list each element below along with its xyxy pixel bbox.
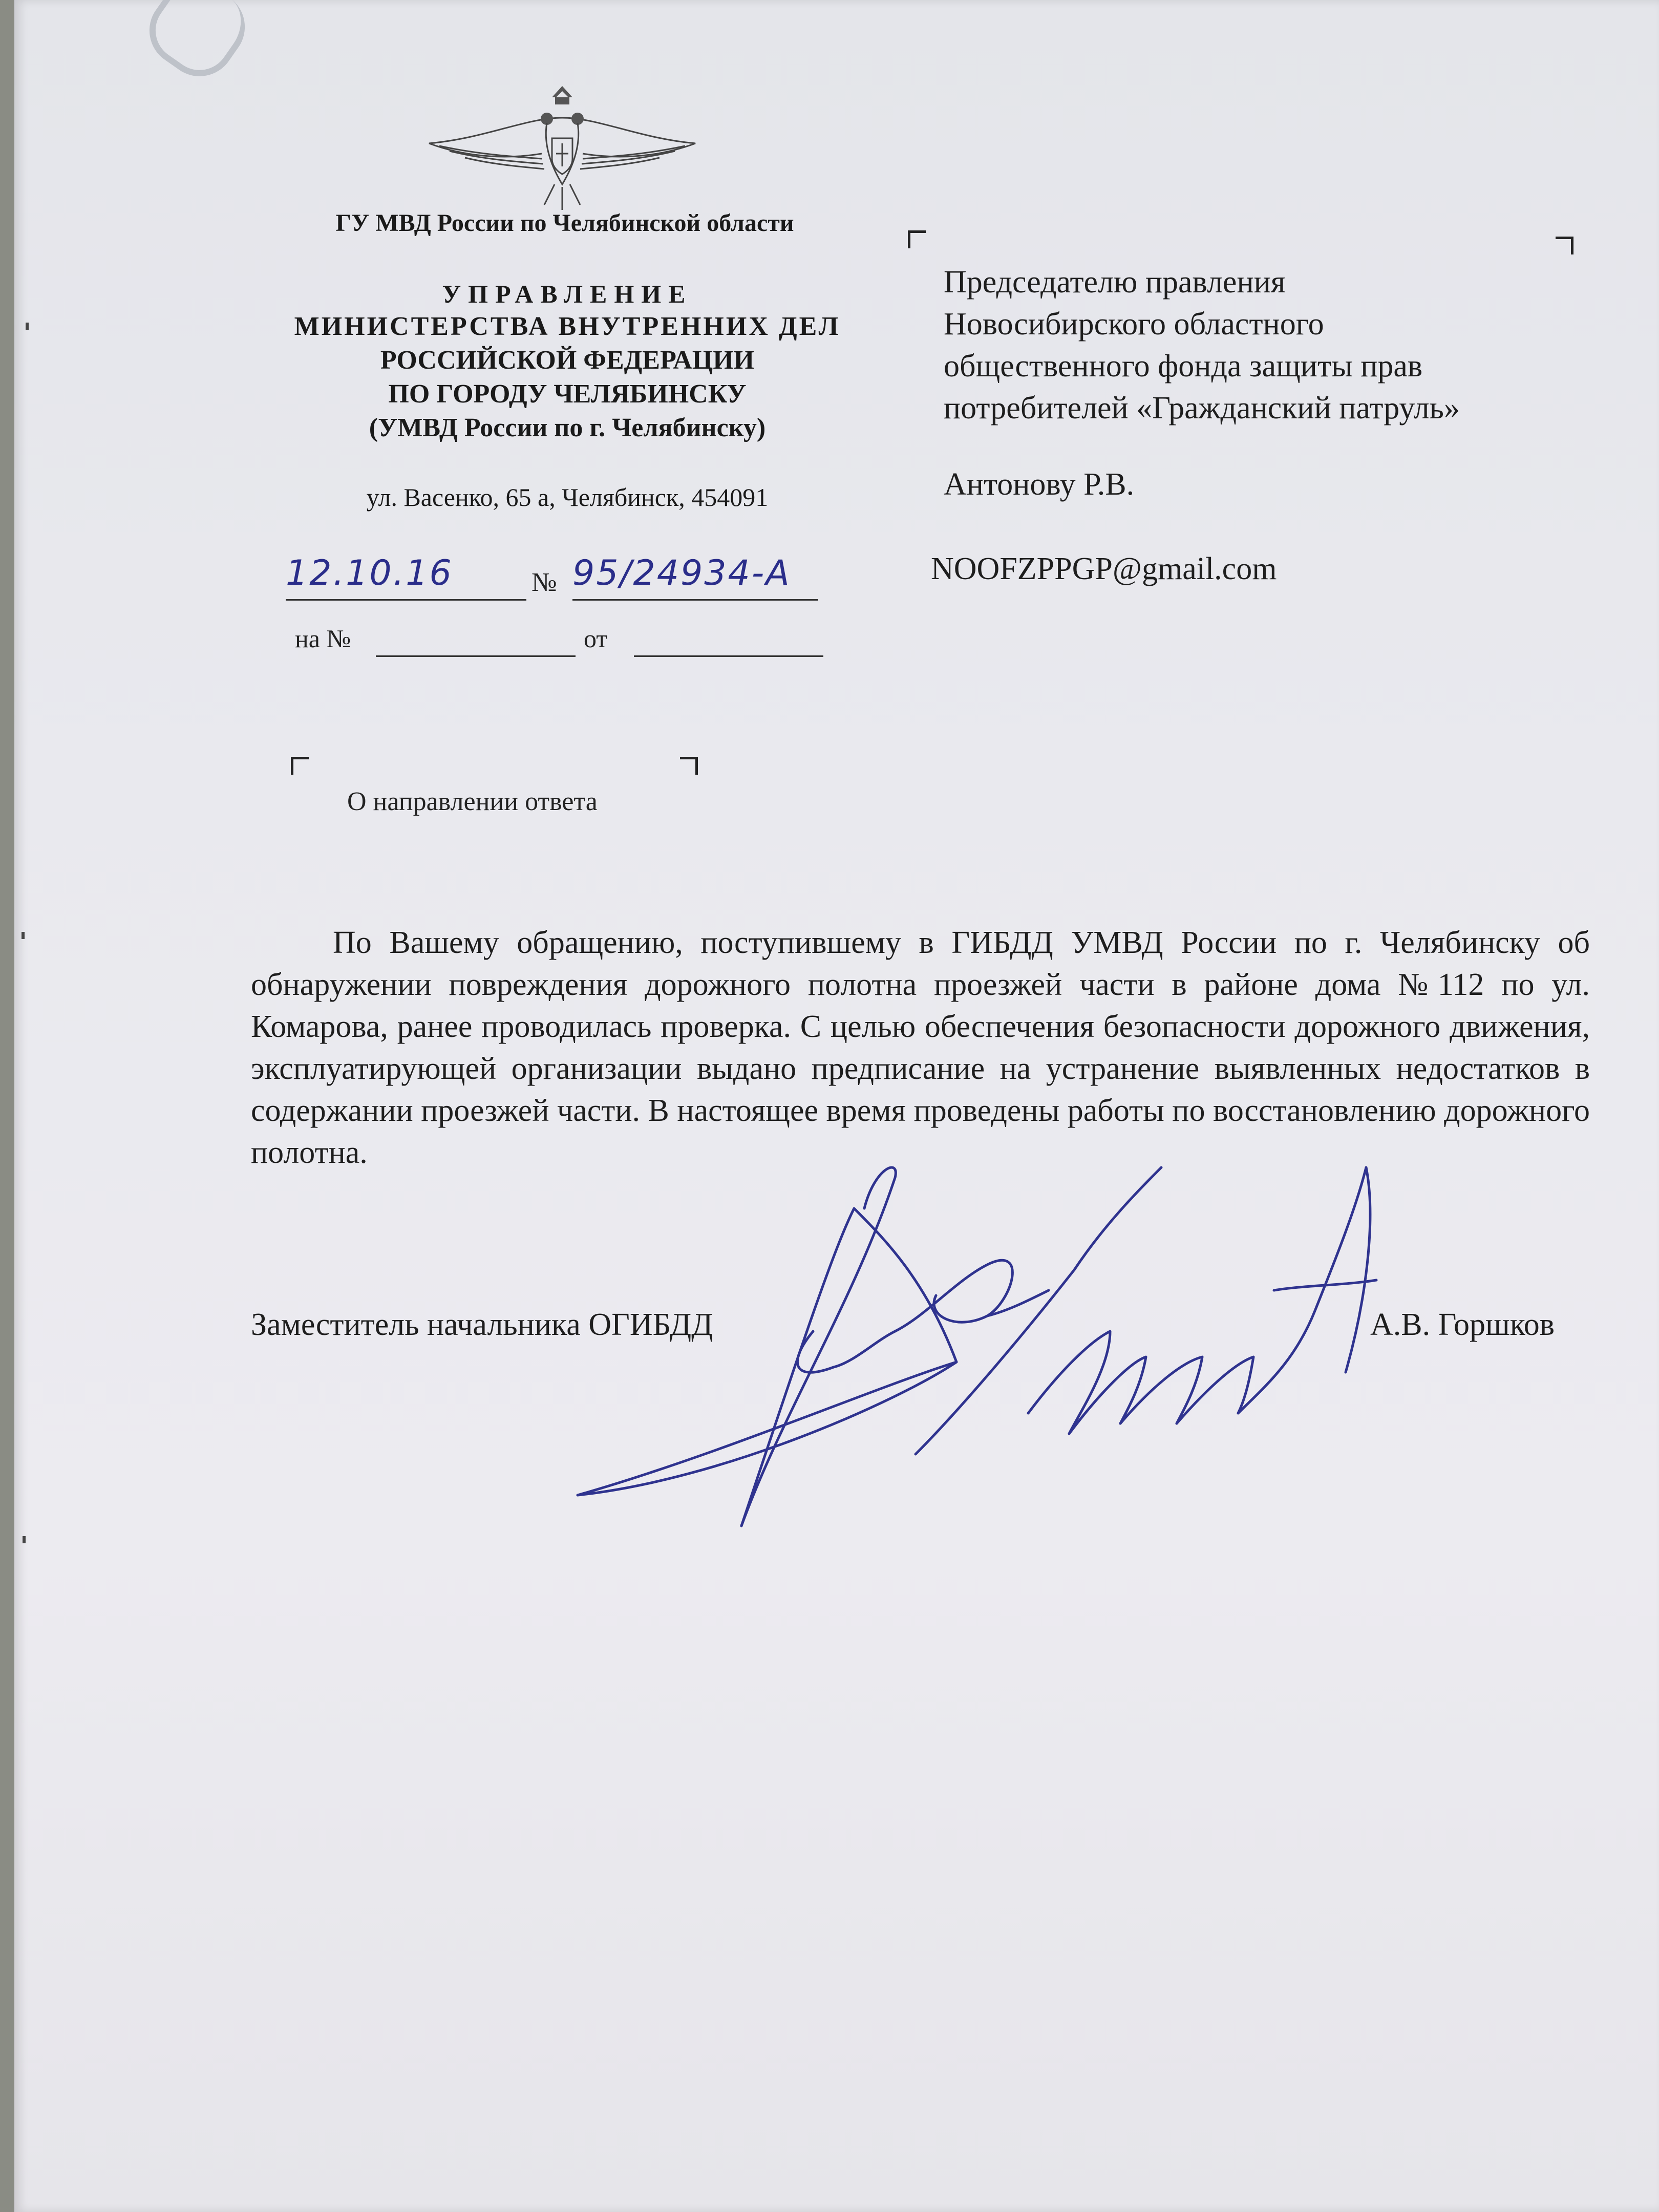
reply-to-blank <box>376 655 576 657</box>
mvd-eagle-emblem-icon <box>424 82 700 220</box>
letter-page <box>14 0 1659 2212</box>
paper-clip <box>135 0 259 90</box>
registration-number-label: № <box>531 568 557 597</box>
edge-mark <box>23 1536 26 1543</box>
recipient-email: NOOFZPPGP@gmail.com <box>931 551 1277 586</box>
edge-mark <box>22 932 25 939</box>
regional-department-line: ГУ МВД России по Челябинской области <box>335 209 794 237</box>
handwritten-signature-icon <box>567 1147 1489 1546</box>
reply-from-label: от <box>584 624 608 653</box>
org-name-line-3: РОССИЙСКОЙ ФЕДЕРАЦИИ <box>380 346 755 375</box>
signatory-name: А.В. Горшков <box>1370 1307 1555 1342</box>
subject-corner-right <box>680 757 698 775</box>
org-name-line-1: УПРАВЛЕНИЕ <box>442 280 693 308</box>
org-name-line-4: ПО ГОРОДУ ЧЕЛЯБИНСКУ <box>388 379 747 409</box>
recipient-corner-left <box>908 230 926 248</box>
recipient-name: Антонову Р.В. <box>944 467 1135 502</box>
letter-subject: О направлении ответа <box>347 787 598 816</box>
org-name-line-5: (УМВД России по г. Челябинску) <box>369 413 766 442</box>
subject-corner-left <box>291 757 309 775</box>
recipient-line-3: общественного фонда защиты прав <box>944 349 1423 384</box>
registration-number-underline <box>572 599 818 601</box>
signatory-title: Заместитель начальника ОГИБДД <box>251 1307 713 1342</box>
recipient-line-1: Председателю правления <box>944 265 1286 300</box>
recipient-line-2: Новосибирского областного <box>944 307 1324 342</box>
letter-body: По Вашему обращению, поступившему в ГИБДД УМВД России по г. Челябинску об обнаружении повреждения дорожного полотна проезжей части в районе дома №112 по ул. Комарова, ранее проводилась проверка. С целью обеспечения безопасности дорожного движения, эксплуатирующей организации выдано предписание на устранение выявленных недостатков в содержании проезжей части. В настоящее время проведены работы по восстановлению дорожного полотна. <box>251 925 1590 1170</box>
recipient-corner-right <box>1556 237 1573 254</box>
registration-date: 12.10.16 <box>286 553 453 593</box>
reply-from-blank <box>634 655 823 657</box>
registration-date-underline <box>286 599 526 601</box>
org-address: ул. Васенко, 65 а, Челябинск, 454091 <box>366 483 769 512</box>
reply-to-label: на № <box>295 624 351 653</box>
recipient-line-4: потребителей «Гражданский патруль» <box>944 391 1460 426</box>
registration-number: 95/24934-А <box>572 553 791 593</box>
edge-mark <box>26 323 29 330</box>
org-name-line-2: МИНИСТЕРСТВА ВНУТРЕННИХ ДЕЛ <box>294 312 841 341</box>
